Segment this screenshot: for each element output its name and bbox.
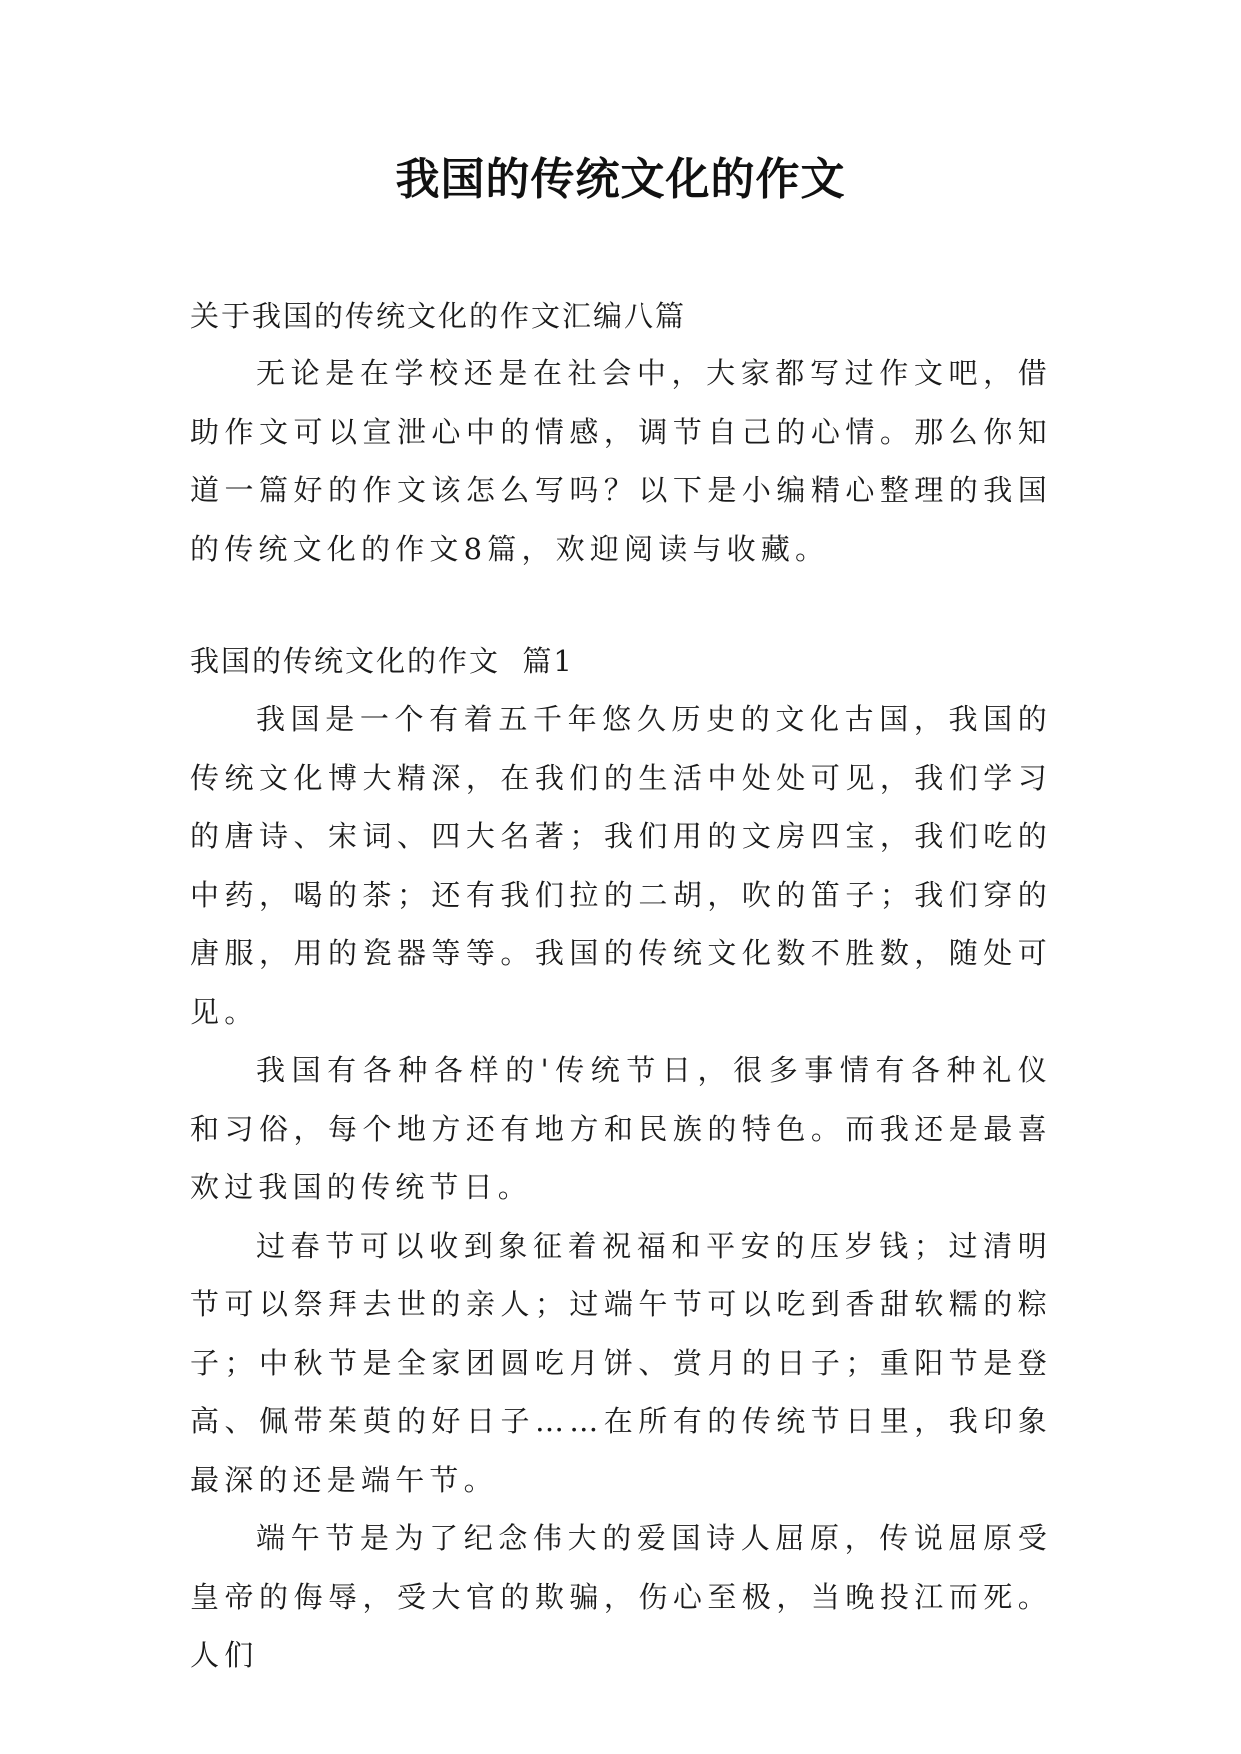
body-paragraph: 过春节可以收到象征着祝福和平安的压岁钱；过清明节可以祭拜去世的亲人；过端午节可以吃到香甜软糯的粽子；中秋节是全家团圆吃月饼、赏月的日子；重阳节是登高、佩带茱萸的好日子……在所有的传统节日里，我印象最深的还是端午节。: [190, 1228, 1052, 1497]
subtitle: 关于我国的传统文化的作文汇编八篇: [190, 299, 687, 333]
intro-block: [190, 344, 1052, 578]
section-heading: 我国的传统文化的作文 篇1: [190, 644, 574, 678]
section-body: [190, 690, 1052, 1685]
page-title: 我国的传统文化的作文: [395, 154, 846, 205]
body-paragraph: 我国有各种各样的'传统节日，很多事情有各种礼仪和习俗，每个地方还有地方和民族的特色。而我还是最喜欢过我国的传统节日。: [190, 1053, 1052, 1204]
section-heading-block: [190, 632, 1052, 690]
body-paragraph: 端午节是为了纪念伟大的爱国诗人屈原，传说屈原受皇帝的侮辱，受大官的欺骗，伤心至极，当晚投江而死。人们: [190, 1521, 1052, 1672]
body-paragraph: 我国是一个有着五千年悠久历史的文化古国，我国的传统文化博大精深，在我们的生活中处处可见，我们学习的唐诗、宋词、四大名著；我们用的文房四宝，我们吃的中药，喝的茶；还有我们拉的二胡，吹的笛子；我们穿的唐服，用的瓷器等等。我国的传统文化数不胜数，随处可见。: [190, 702, 1052, 1029]
subtitle-block: [190, 287, 1052, 345]
intro-paragraph: 无论是在学校还是在社会中，大家都写过作文吧，借助作文可以宣泄心中的情感，调节自己的心情。那么你知道一篇好的作文该怎么写吗？以下是小编精心整理的我国的传统文化的作文8篇，欢迎阅读与收藏。: [190, 356, 1052, 566]
